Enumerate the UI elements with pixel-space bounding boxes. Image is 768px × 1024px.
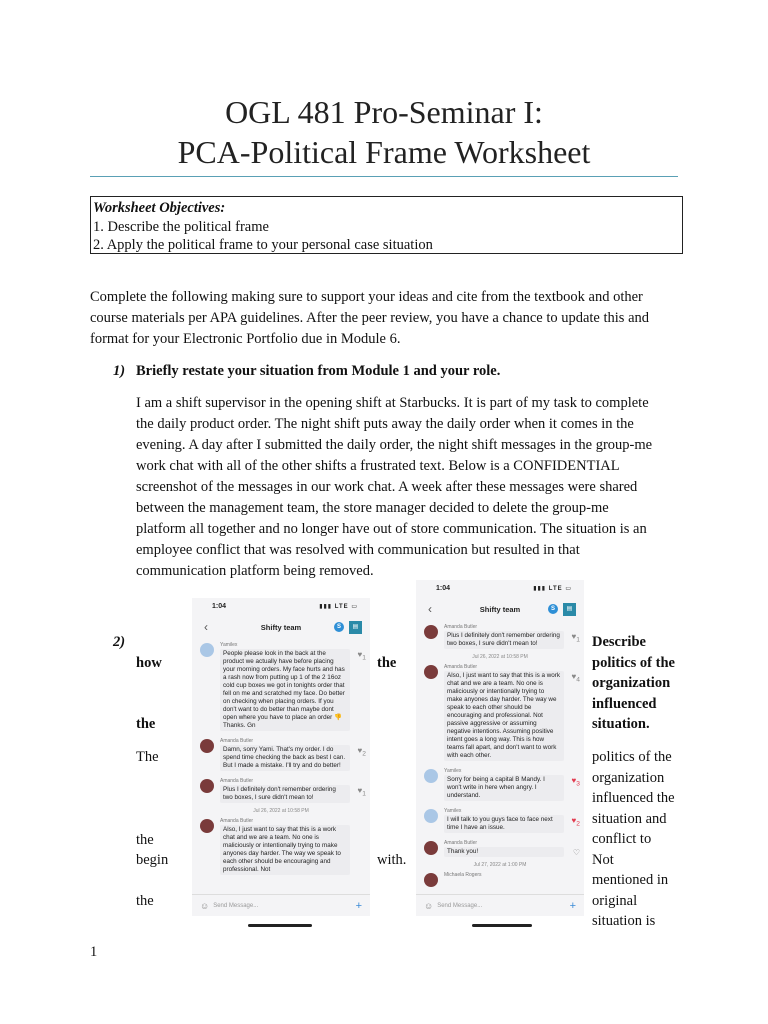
objectives-heading: Worksheet Objectives: [93,200,226,216]
answer-line: the daily product order. The night shift puts away the daily order when it comes in the [136,416,634,432]
back-chevron-icon[interactable]: ‹ [428,602,432,616]
chat-header [416,598,584,620]
avatar [200,779,214,793]
chat-screenshot-1 [192,598,370,916]
home-indicator [248,924,312,927]
chat-message [198,776,366,805]
avatar [424,625,438,639]
message-text: People please look in the back at the product we actually have before placing your morning orders. My face hurts and has a rash now from putting up 1 of the 2 16oz cold cup boxes we got in tonights order that fell on me and scratched my face. Do better on checking when placing orders. If you don't want to do better than maybe dont open where you have to place an order 👎 Thanks. Gn [220,649,350,731]
q2-answer-line: mentioned in [592,872,669,888]
chat-name: Shifty team [479,604,521,614]
q2-left-word: the [136,716,156,732]
q2-prompt-line: Describe [592,634,646,650]
plus-icon[interactable]: + [569,899,576,912]
intro-paragraph [90,287,690,350]
intro-line: course materials per APA guidelines. After the peer review, you have a chance to update this and [90,310,650,326]
q2-prompt-line: influenced [592,695,657,712]
heart-icon[interactable]: $♥_1$ [357,650,366,662]
answer-line: work chat with all of the other shifts a frustrated text. Below is a CONFIDENTIAL [136,458,620,474]
message-timestamp: Jul 27, 2022 at 1:00 PM [473,862,527,868]
sender-name: Amanda Butler [220,818,254,824]
intro-line: format for your Electronic Portfolio due in Module 6. [90,331,401,347]
chat-header [192,616,370,638]
sender-name: Amanda Butler [220,738,254,744]
status-lte: LTE [548,586,563,592]
like-count: 1 [362,790,366,798]
chat-message [422,838,580,859]
skype-icon[interactable]: S [548,604,558,614]
chat-message [422,870,570,881]
q2-left-word: begin [136,852,169,868]
like-count: 2 [362,750,366,758]
avatar [200,819,214,833]
q2-answer-line: situation and [592,810,667,827]
sender-name: Yamilex [444,768,462,774]
skype-icon[interactable]: S [334,622,344,632]
emoji-icon[interactable]: ☺ [200,900,210,911]
objective-item-2: 2. Apply the political frame to your personal case situation [93,237,433,253]
like-count: 4 [576,676,580,684]
avatar [200,739,214,753]
message-timestamp: Jul 26, 2022 at 10:58 PM [253,808,309,814]
q2-answer-line: Not [592,851,614,868]
sender-name: Amanda Butler [220,778,254,784]
message-text: Also, I just want to say that this is a work chat and we are a team. No one is maliciously or intentionally trying to make anyones day harder. The way we speak to each other should be encouraging and professional. Not passive aggressive or assuming negative intentions. Assuming positive intent goes a long way. This is how teams fall apart, and don't want to work with each other. [444,671,564,761]
intro-line: Complete the following making sure to support your ideas and cite from the textbook and other [90,289,643,305]
q2-right-answer [592,747,692,932]
question-2-number: 2) [113,634,126,650]
q2-answer-line: conflict to [592,831,652,847]
heart-icon[interactable]: $♥_2$ [571,816,580,828]
q2-left-word: The [136,749,159,765]
q2-answer-line: original [592,892,638,909]
signal-indicator: ▮▮▮ LTE ▭ [533,586,572,592]
answer-line: platform all together and no longer have out of store communication. The situation is an [136,521,647,537]
group-avatar-icon[interactable]: ▤ [349,621,362,634]
q2-left-word: the [136,893,154,909]
message-input-bar[interactable] [192,894,370,916]
page-number: 1 [90,944,98,960]
q2-left-word: the [136,832,154,848]
message-input-bar[interactable] [416,894,584,916]
q2-prompt-line: politics of the [592,654,675,671]
sender-name: Yamilex [220,642,238,648]
q2-answer-line: situation is [592,913,656,929]
status-lte: LTE [334,604,349,610]
question-1-number: 1) [113,363,126,379]
heart-outline-icon[interactable]: ♡ [572,848,580,857]
sender-name: Michaela Rogers [444,872,482,878]
avatar [424,841,438,855]
answer-line: communication platform being removed. [136,563,374,579]
message-text: I will talk to you guys face to face next time I have an issue. [444,815,564,833]
message-input-placeholder[interactable]: Send Message... [213,902,259,909]
chat-screenshot-2 [416,580,584,916]
phone-status-bar [192,598,370,616]
avatar [200,643,214,657]
chat-message [422,662,580,763]
answer-line: I am a shift supervisor in the opening shift at Starbucks. It is part of my task to complete [136,395,649,411]
q2-prompt-line: situation. [592,716,650,732]
sender-name: Amanda Butler [444,664,478,670]
avatar [424,769,438,783]
plus-icon[interactable]: + [355,899,362,912]
avatar [424,665,438,679]
chat-message [422,806,580,835]
heart-icon[interactable]: $♥_3$ [571,776,580,788]
chat-message [198,816,356,877]
message-input-placeholder[interactable]: Send Message... [437,902,483,909]
heart-icon[interactable]: $♥_1$ [357,786,366,798]
heart-icon[interactable]: $♥_1$ [571,632,580,644]
sender-name: Amanda Butler [444,624,478,630]
objective-item-1: 1. Describe the political frame [93,218,269,235]
status-time: 1:04 [212,603,227,610]
status-time: 1:04 [436,585,451,592]
back-chevron-icon[interactable]: ‹ [204,620,208,634]
q2-answer-line: organization [592,769,665,786]
chat-name: Shifty team [260,622,302,632]
chat-message [422,766,580,803]
heart-icon[interactable]: $♥_2$ [357,746,366,758]
home-indicator [472,924,532,927]
q2-right-prompt [592,632,692,735]
emoji-icon[interactable]: ☺ [424,900,434,911]
message-text: Sorry for being a capital B Mandy. I won't write in here when angry. I understand. [444,775,564,801]
chat-message [198,640,366,733]
signal-indicator: ▮▮▮ LTE ▭ [319,604,358,610]
q2-left-word: how [136,655,162,671]
message-text: Plus I definitely don't remember ordering two boxes, I sure didn't mean to! [444,631,564,649]
message-text: Damn, sorry Yami. That's my order. I do spend time checking the back as best I can. But I made a mistake. I'll try and do better! [220,745,350,771]
chat-message [198,736,366,773]
answer-line: evening. A day after I submitted the daily order, the night shift messages in the group-me [136,437,653,453]
q2-mid-word: with. [377,852,407,868]
message-text: Thank you! [444,847,564,857]
q2-mid-word: the [377,655,397,671]
document-title-line1: OGL 481 Pro-Seminar I: [225,94,543,130]
avatar [424,809,438,823]
like-count: 1 [362,654,366,662]
phone-status-bar [416,580,584,598]
message-text: Also, I just want to say that this is a work chat and we are a team. No one is maliciously or intentionally trying to make anyones day harder. The way we speak to each other should be encouraging and professional. Not [220,825,350,875]
title-divider [90,176,678,177]
q2-prompt-line: organization [592,675,671,691]
answer-line: between the management team, the store manager decided to delete the group-me [136,500,609,516]
like-count: 2 [576,820,580,828]
like-count: 1 [576,636,580,644]
question-1-answer [136,393,696,582]
q2-answer-line: politics of the [592,749,672,765]
heart-icon[interactable]: $♥_4$ [571,672,580,684]
answer-line: screenshot of the messages in our work chat. A week after these messages were shared [136,479,638,495]
objectives-box [90,196,683,254]
group-avatar-icon[interactable]: ▤ [563,603,576,616]
chat-message [422,622,580,651]
answer-line: employee conflict that was resolved with communication but resulted in that [136,542,580,558]
message-timestamp: Jul 26, 2022 at 10:58 PM [472,654,528,660]
sender-name: Amanda Butler [444,840,478,846]
message-text: Plus I definitely don't remember ordering two boxes, I sure didn't mean to! [220,785,350,803]
document-title-line2: PCA-Political Frame Worksheet [177,134,591,170]
question-1-text: Briefly restate your situation from Module 1 and your role. [136,363,501,379]
like-count: 3 [576,780,580,788]
q2-answer-line: influenced the [592,790,675,806]
sender-name: Yamilex [444,808,462,814]
avatar [424,873,438,887]
